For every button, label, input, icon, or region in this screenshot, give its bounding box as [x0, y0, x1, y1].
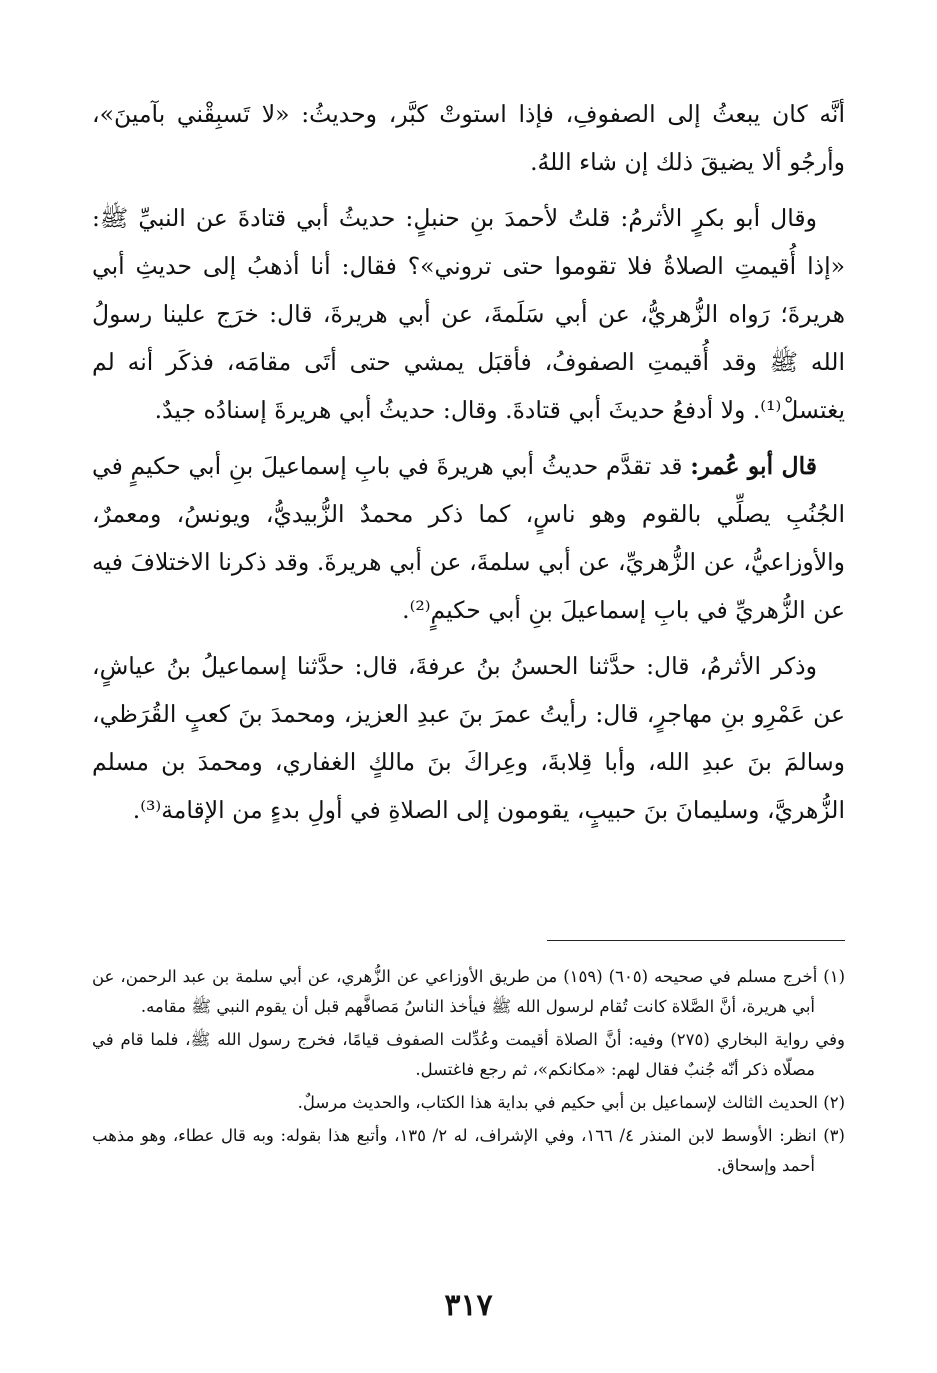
paragraph-3: [92, 442, 845, 634]
footnote-separator: [547, 940, 845, 941]
main-text: [92, 90, 845, 842]
footnotes: [92, 962, 845, 1184]
paragraph-2: وقال أبو بكرٍ الأثرمُ: قلتُ لأحمدَ بنِ حنبلٍ: حديثُ أبي قتادةَ عن النبيِّ ﷺ: «إذا أُقيمتِ الصلاةُ فلا تقوموا حتى تروني»؟ فقال: أنا أذهبُ إلى حديثِ أبي هريرةَ؛ رَواه الزُّهريُّ، عن أبي سَلَمةَ، عن أبي هريرةَ، قال: خرَج علينا رسولُ الله ﷺ وقد أُقيمتِ الصفوفُ، فأقبَل يمشي حتى أتَى مقامَه، فذكَر أنه لم يغتسلْ⁽¹⁾. ولا أدفعُ حديثَ أبي قتادةَ. وقال: حديثُ أبي هريرةَ إسنادُه جيدٌ.: [92, 204, 845, 424]
footnote-2: (٢) الحديث الثالث لإسماعيل بن أبي حكيم في بداية هذا الكتاب، والحديث مرسلٌ.: [297, 1093, 845, 1112]
paragraph-1: أنَّه كان يبعثُ إلى الصفوفِ، فإذا استوتْ كبَّر، وحديثُ: «لا تَسبِقْني بآمينَ»، وأرجُو ألا يضيقَ ذلك إن شاء اللهُ.: [92, 100, 845, 176]
footnote-1: (١) أخرج مسلم في صحيحه (٦٠٥) (١٥٩) من طريق الأوزاعي عن الزُّهري، عن أبي سلمة بن عبد الرحمن، عن أبي هريرة، أنَّ الصَّلاة كانت تُقام لرسول الله ﷺ فيأخذ الناسُ مَصافَّهم قبل أن يقوم النبي ﷺ مقامه.: [92, 967, 845, 1016]
footnote-1-continued: وفي رواية البخاري (٢٧٥) وفيه: أنَّ الصلاة أقيمت وعُدِّلت الصفوف قيامًا، فخرج رسول الله ﷺ، فلما قام في مصلّاه ذكر أنّه جُنبٌ فقال لهم: «مكانكم»، ثم رجع فاغتسل.: [92, 1030, 846, 1079]
paragraph-3-text: قد تقدَّم حديثُ أبي هريرةَ في بابِ إسماعيلَ بنِ أبي حكيمٍ في الجُنُبِ يصلِّي بالقوم وهو ناسٍ، كما ذكر محمدٌ الزُّبيديُّ، ويونسُ، ومعمرٌ، والأوزاعيُّ، عن الزُّهريِّ، عن أبي سلمةَ، عن أبي هريرةَ. وقد ذكرنا الاختلافَ فيه عن الزُّهريِّ في بابِ إسماعيلَ بنِ أبي حكيمٍ⁽²⁾.: [92, 452, 845, 624]
page-number: ٣١٧: [444, 1288, 493, 1323]
paragraph-4: وذكر الأثرمُ، قال: حدَّثنا الحسنُ بنُ عرفةَ، قال: حدَّثنا إسماعيلُ بنُ عياشٍ، عن عَمْرِو بنِ مهاجرٍ، قال: رأيتُ عمرَ بنَ عبدِ العزيز، ومحمدَ بنَ كعبٍ القُرَظي، وسالمَ بنَ عبدِ الله، وأبا قِلابةَ، وعِراكَ بنَ مالكٍ الغفاري، ومحمدَ بن مسلم الزُّهريَّ، وسليمانَ بنَ حبيبٍ، يقومون إلى الصلاةِ في أولِ بدءٍ من الإقامة⁽³⁾.: [92, 652, 845, 824]
footnote-3: (٣) انظر: الأوسط لابن المنذر ٤/ ١٦٦، وفي الإشراف، له ٢/ ١٣٥، وأتبع هذا بقوله: وبه قال عطاء، وهو مذهب أحمد وإسحاق.: [92, 1126, 845, 1175]
paragraph-3-lead: قال أبو عُمر:: [690, 452, 817, 480]
